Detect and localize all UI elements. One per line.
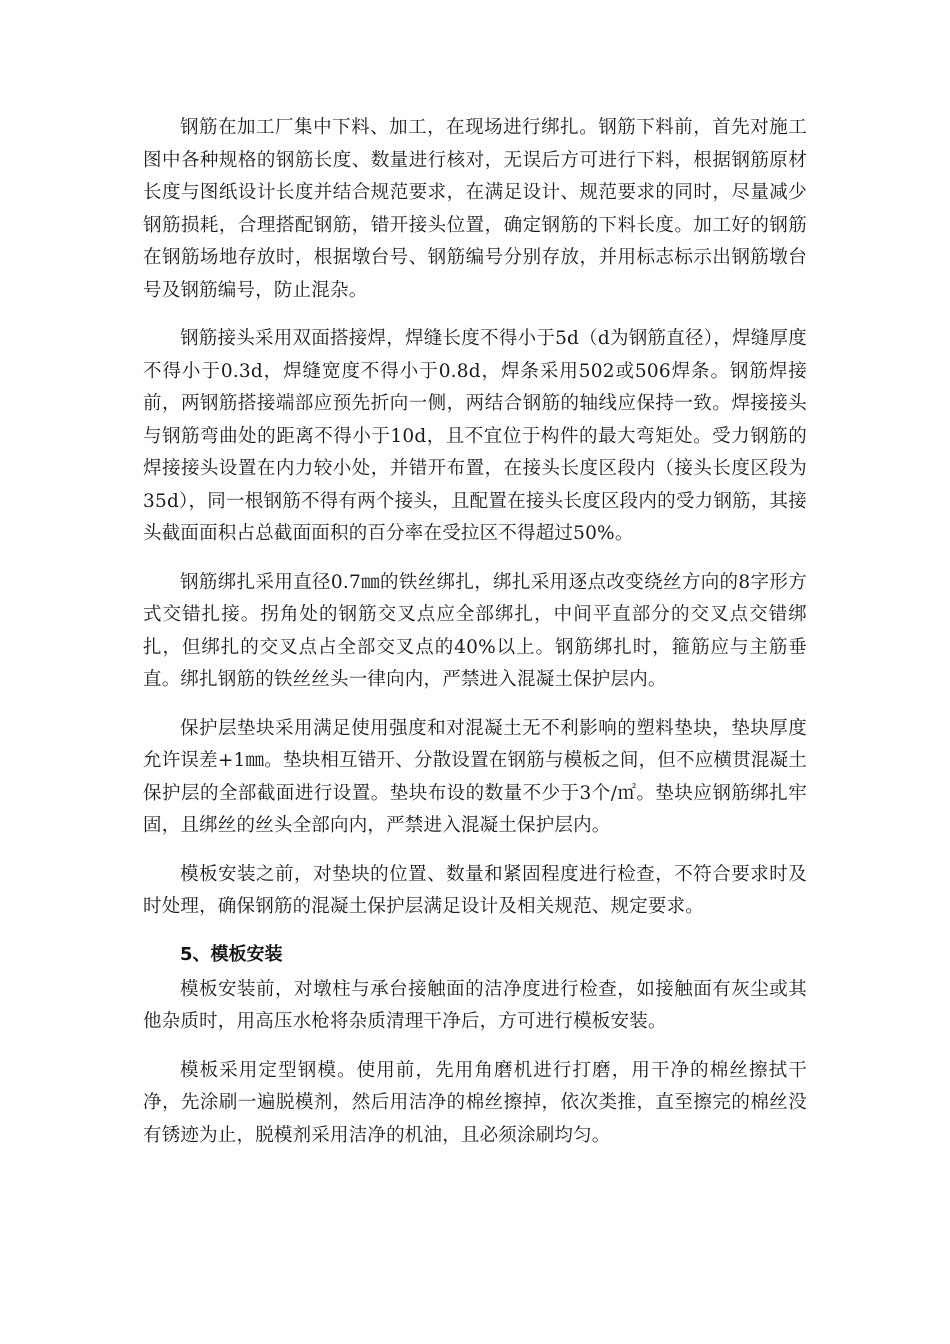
paragraph-cover-spacers: 保护层垫块采用满足使用强度和对混凝土无不利影响的塑料垫块，垫块厚度允许误差+1㎜。垫块相互错开、分散设置在钢筋与模板之间，但不应横贯混凝土保护层的全部截面进行设置。垫块布设的数量不少于3个/㎡。垫块应钢筋绑扎牢固，且绑丝的丝头全部向内，严禁进入混凝土保护层内。 bbox=[143, 717, 807, 836]
paragraph-rebar-processing: 钢筋在加工厂集中下料、加工，在现场进行绑扎。钢筋下料前，首先对施工图中各种规格的钢筋长度、数量进行核对，无误后方可进行下料，根据钢筋原材长度与图纸设计长度并结合规范要求，在满足设计、规范要求的同时，尽量减少钢筋损耗，合理搭配钢筋，错开接头位置，确定钢筋的下料长度。加工好的钢筋在钢筋场地存放时，根据墩台号、钢筋编号分别存放，并用标志标示出钢筋墩台号及钢筋编号，防止混杂。 bbox=[143, 117, 807, 301]
paragraph-rebar-welding: 钢筋接头采用双面搭接焊，焊缝长度不得小于5d（d为钢筋直径），焊缝厚度不得小于0.3d，焊缝宽度不得小于0.8d，焊条采用502或506焊条。钢筋焊接前，两钢筋搭接端部应预先折向一侧，两结合钢筋的轴线应保持一致。焊接接头与钢筋弯曲处的距离不得小于10d，且不宜位于构件的最大弯矩处。受力钢筋的焊接接头设置在内力较小处，并错开布置，在接头长度区段内（接头长度区段为35d），同一根钢筋不得有两个接头，且配置在接头长度区段内的受力钢筋，其接头截面面积占总截面面积的百分率在受拉区不得超过50%。 bbox=[143, 328, 807, 544]
section-heading-formwork: 5、模板安装 bbox=[180, 943, 283, 965]
paragraph-rebar-binding: 钢筋绑扎采用直径0.7㎜的铁丝绑扎，绑扎采用逐点改变绕丝方向的8字形方式交错扎接。拐角处的钢筋交叉点应全部绑扎，中间平直部分的交叉点交错绑扎，但绑扎的交叉点占全部交叉点的40%以上。钢筋绑扎时，箍筋应与主筋垂直。绑扎钢筋的铁丝丝头一律向内，严禁进入混凝土保护层内。 bbox=[143, 571, 807, 690]
paragraph-formwork-release-agent: 模板采用定型钢模。使用前，先用角磨机进行打磨，用干净的棉丝擦拭干净，先涂刷一遍脱模剂，然后用洁净的棉丝擦掉，依次类推，直至擦完的棉丝没有锈迹为止，脱模剂采用洁净的机油，且必须涂刷均匀。 bbox=[143, 1059, 807, 1146]
document-body bbox=[143, 112, 807, 1168]
paragraph-formwork-cleaning: 模板安装前，对墩柱与承台接触面的洁净度进行检查，如接触面有灰尘或其他杂质时，用高压水枪将杂质清理干净后，方可进行模板安装。 bbox=[143, 978, 807, 1032]
paragraph-spacer-inspection: 模板安装之前，对垫块的位置、数量和紧固程度进行检查，不符合要求时及时处理，确保钢筋的混凝土保护层满足设计及相关规范、规定要求。 bbox=[143, 863, 807, 917]
